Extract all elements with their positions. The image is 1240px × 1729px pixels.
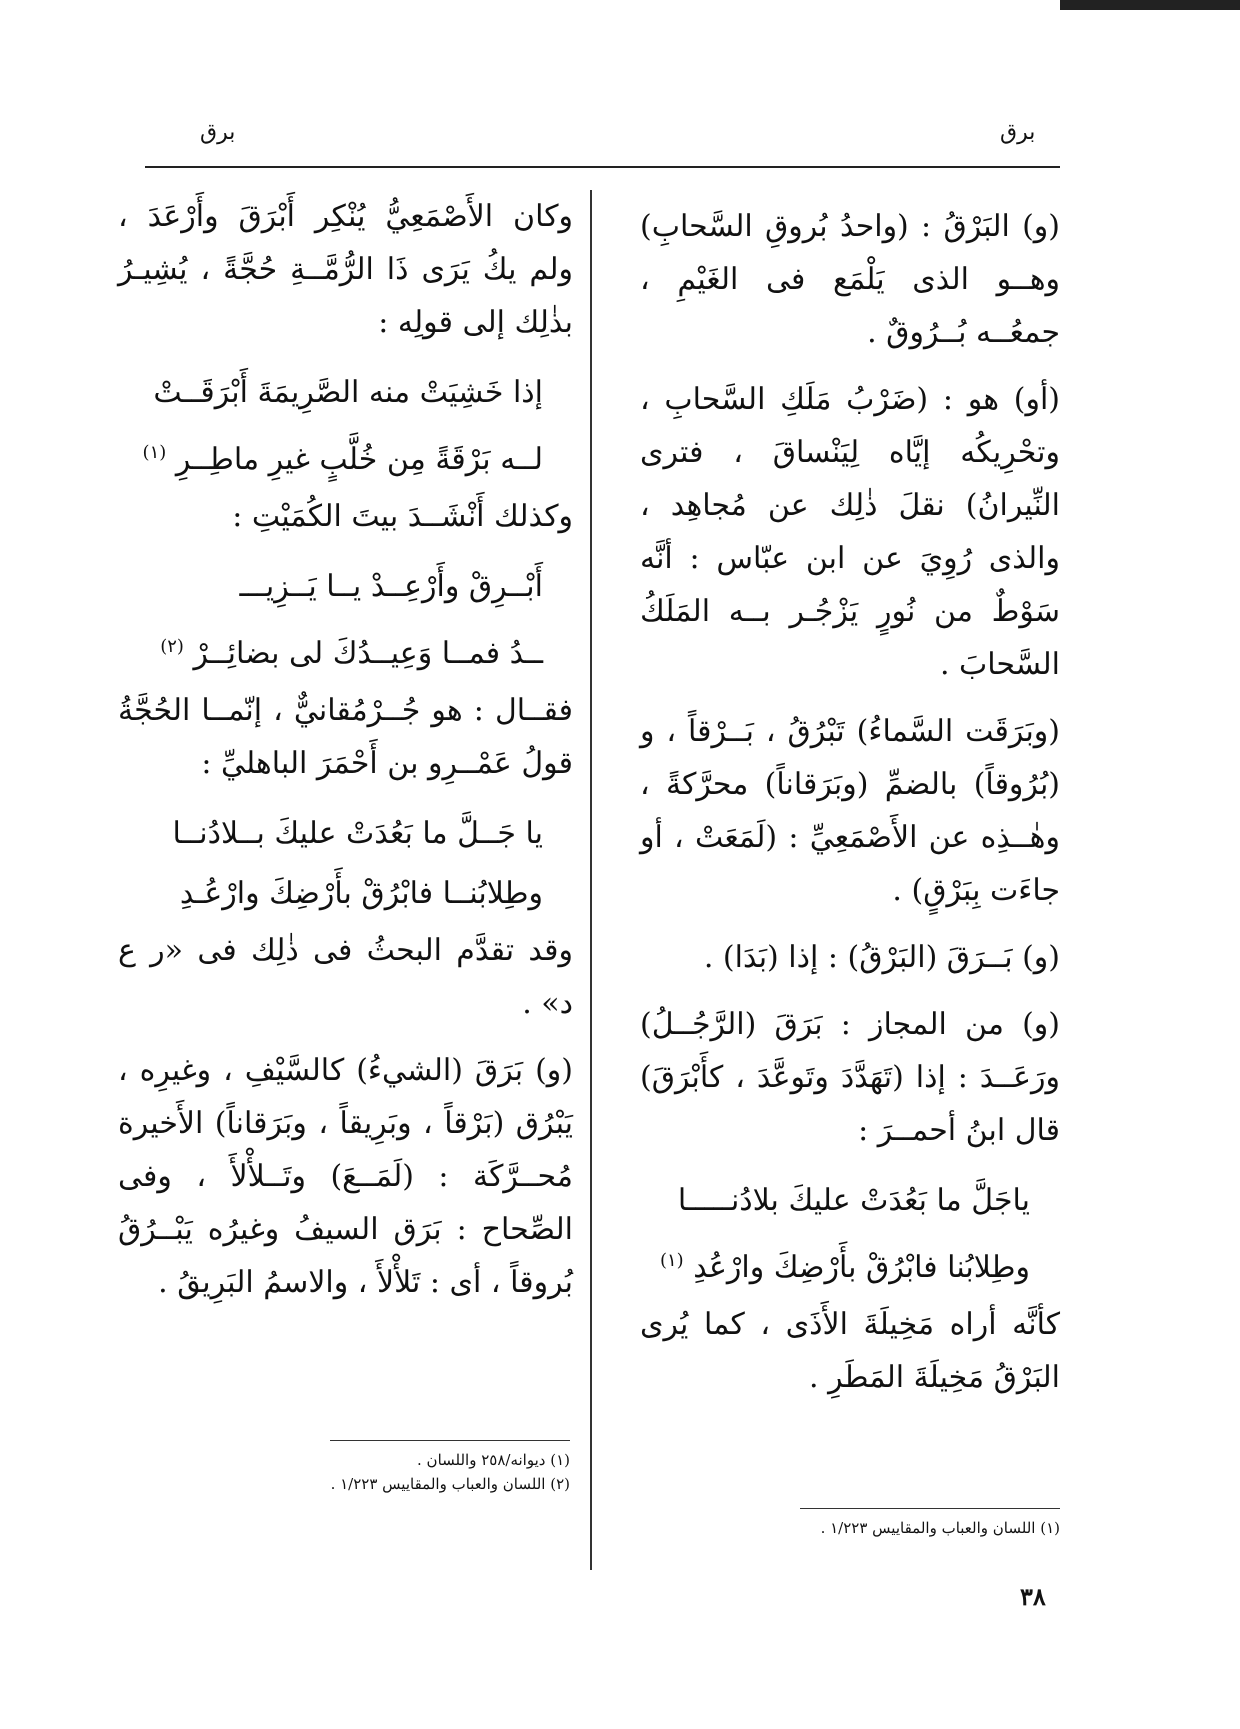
entry-paragraph: (و) من المجاز : بَرَقَ (الرَّجُــلُ) ورَعَــدَ : إذا (تَهَدَّدَ وتَوعَّدَ ، كأَبْرَقَ) قال ابنُ أحمــرَ :: [640, 1007, 1060, 1148]
footnote-rule-right: [800, 1508, 1060, 1509]
entry-paragraph: (أو) هو : (ضَرْبُ مَلَكِ السَّحابِ ، وتحْرِيكُه إيَّاه لِيَنْساقَ ، فترى النِّيرانُ) نقلَ ذٰلِك عن مُجاهِد ، والذى رُوِيَ عن ابن عبّاس : أنَّه سَوْطٌ من نُورٍ يَزْجُـر بــه المَلَكُ السَّحابَ .: [640, 382, 1060, 682]
entry-paragraph: (و) البَرْقُ : (واحدُ بُروقِ السَّحابِ) وهــو الذى يَلْمَع فى الغَيْمِ ، جمعُــه بُــرُوقٌ .: [640, 209, 1060, 350]
footnote-rule-left: [330, 1440, 570, 1441]
left-column: [118, 190, 573, 1450]
verse-line: [118, 423, 573, 490]
footnote-marker: (١): [142, 442, 167, 463]
verse-text: إذا خَشِيَتْ منه الصَّرِيمَةَ أَبْرَقَــتْ: [153, 375, 543, 410]
footnote-marker: (٢): [160, 636, 184, 657]
verse-line: [118, 363, 573, 423]
verse-text: يا جَــلَّ ما بَعُدَتْ عليكَ بــلادُنــا: [172, 816, 543, 851]
entry-paragraph: (و) بَرَقَ (الشيءُ) كالسَّيْفِ ، وغيرِه ، يَبْرُق (بَرْقاً ، وبَرِيقاً ، وبَرَقاناً) الأَخيرة مُحــرَّكَة : (لَمَــعَ) وتَــلأْلأَ ، وفى الصِّحاح : بَرَق السيفُ وغيرُه يَبْــرُقُ بُروقاً ، أى : تَلأْلأَ ، والاسمُ البَرِيقُ .: [118, 1053, 573, 1300]
footnotes-right: [640, 1516, 1060, 1540]
verse-line: [640, 1171, 1060, 1231]
verse-text: أَبْــرِقْ وأَرْعِــدْ يــا يَــزِيـــ: [239, 569, 543, 604]
column-divider: [590, 190, 592, 1570]
verse-line: [118, 617, 573, 684]
running-head-left: برق: [200, 120, 236, 145]
verse-text: وطِلابُنــا فابْرُقْ بأَرْضِكَ وارْعُـدِ: [179, 876, 543, 911]
footnote: (٢) اللسان والعباب والمقاييس ١/٢٢٣ .: [330, 1475, 570, 1493]
verse-text: ياجَلَّ ما بَعُدَتْ عليكَ بلادُنـــــا: [677, 1183, 1030, 1218]
verse-line: [118, 864, 573, 924]
footnote: (١) ديوانه/٢٥٨ واللسان .: [417, 1451, 570, 1469]
entry-paragraph: وكان الأَصْمَعِيُّ يُنْكِر أَبْرَقَ وأَرْعَدَ ، ولم يكُ يَرَى ذَا الرُّمَّــةِ حُجَّةً ، يُشِيـرُ بذٰلِك إلى قولِه :: [118, 199, 573, 340]
entry-paragraph: (وبَرَقَت السَّماءُ) تَبْرُقُ ، بَــرْقاً ، و (بُرُوقاً) بالضمِّ (وبَرَقاناً) محرَّكةً ، وهٰــذِه عن الأَصْمَعِيِّ : (لَمَعَتْ ، أو جاءَت بِبَرْقٍ) .: [640, 714, 1060, 908]
entry-paragraph: كأنَّه أراه مَخِيلَةَ الأَذَى ، كما يُرى البَرْقُ مَخِيلَةَ المَطَرِ .: [640, 1307, 1060, 1395]
footnote-marker: (١): [659, 1250, 684, 1271]
footnote: (١) اللسان والعباب والمقاييس ١/٢٢٣ .: [820, 1519, 1060, 1537]
top-edge-rule: [1060, 0, 1240, 10]
verse-text: ــدُ فمــا وَعِيــدُكَ لى بضائِــرْ: [193, 636, 543, 671]
page-number: ٣٨: [1020, 1582, 1046, 1611]
verse-text: وطِلابُنا فابْرُقْ بأَرْضِكَ وارْعُدِ: [693, 1250, 1030, 1285]
entry-paragraph: فقــال : هو جُــرْمُقانيٌّ ، إنّمــا الحُجَّةُ قولُ عَمْــرِو بن أَحْمَرَ الباهليِّ :: [118, 693, 573, 781]
header-rule: [145, 166, 1060, 168]
entry-paragraph: وكذلك أَنْشَــدَ بيتَ الكُمَيْتِ :: [232, 499, 573, 534]
verse-line: [640, 1231, 1060, 1298]
entry-paragraph: وقد تقدَّم البحثُ فى ذٰلِك فى «ر ع د» .: [118, 933, 573, 1021]
verse-line: [118, 557, 573, 617]
right-column: [640, 200, 1060, 1500]
running-head-right: برق: [1000, 120, 1036, 145]
entry-paragraph: (و) بَــرَقَ (البَرْقُ) : إذا (بَدَا) .: [703, 940, 1060, 975]
footnotes-left: [250, 1448, 570, 1496]
verse-text: لــه بَرْقَةً مِن خُلَّبٍ غيرِ ماطِــرِ: [175, 442, 543, 477]
verse-line: [118, 804, 573, 864]
